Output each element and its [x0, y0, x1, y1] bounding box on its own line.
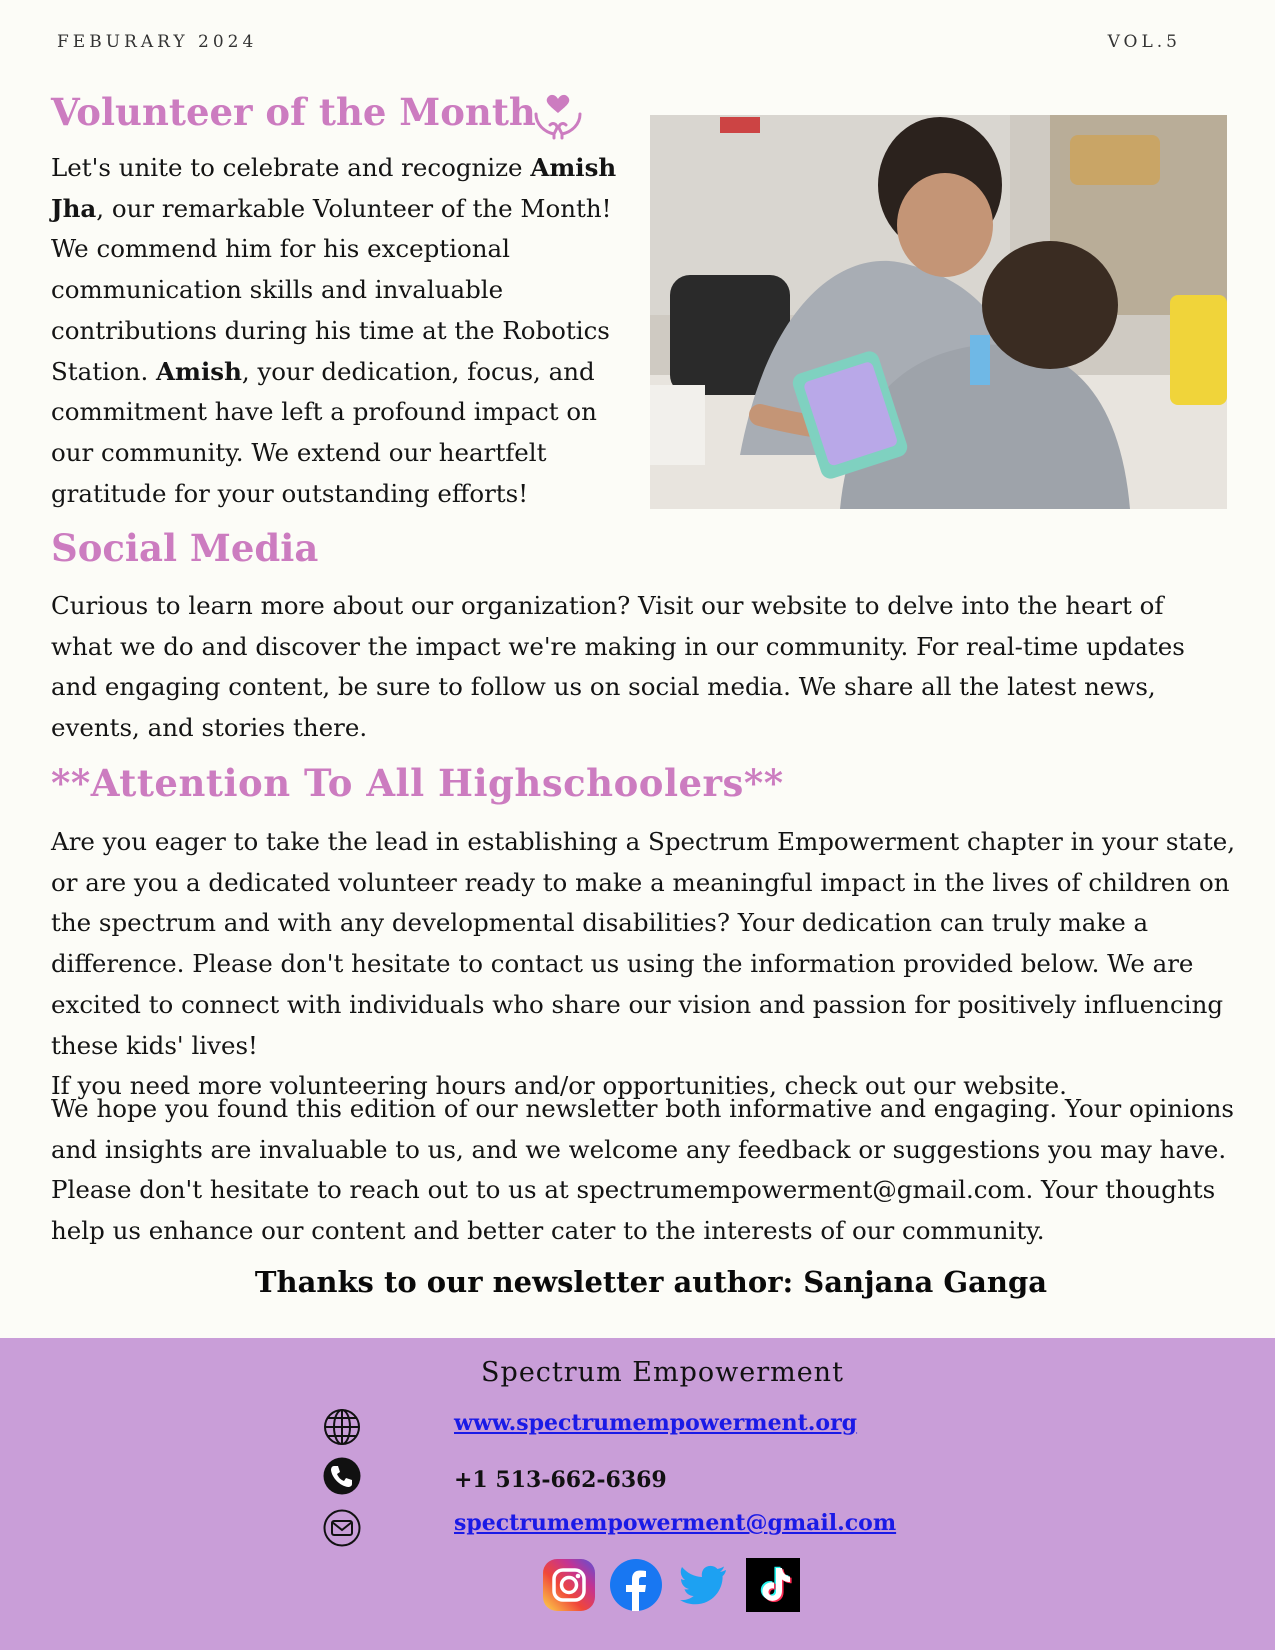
volunteer-of-month-text — [51, 148, 641, 514]
facebook-icon[interactable] — [609, 1558, 663, 1612]
globe-icon — [322, 1407, 362, 1447]
volunteer-text-segment: Let's unite to celebrate and recognize — [51, 153, 531, 182]
footer-org-name: Spectrum Empowerment — [481, 1357, 844, 1388]
hands-heart-icon — [530, 92, 586, 140]
social-media-heading: Social Media — [51, 526, 319, 570]
volunteer-photo — [650, 115, 1227, 509]
attention-text: Are you eager to take the lead in establishing a Spectrum Empowerment chapter in your state, or are you a dedicated volunteer ready to make a meaningful impact in the lives of children on the spectrum and with any developmental disabilities? Your dedication can truly make a difference. Please don't hesitate to contact us using the information provided below. We are excited to connect with individuals who share our vision and passion for positively influencing these kids' lives! — [51, 827, 1236, 1060]
email-link[interactable]: spectrumempowerment@gmail.com — [454, 1510, 897, 1536]
tiktok-icon[interactable] — [746, 1558, 800, 1612]
phone-number: +1 513-662-6369 — [454, 1467, 667, 1493]
volunteer-text-segment: , our remarkable Volunteer of the Month! We commend him for his exceptional communication skills and invaluable contributions during his time at the Robotics Station. — [51, 193, 612, 386]
website-link[interactable]: www.spectrumempowerment.org — [454, 1410, 858, 1436]
attention-text-block — [51, 822, 1241, 1107]
attention-text-volunteer-hours: If you need more volunteering hours and/or opportunities, check out our website. — [51, 1071, 1067, 1101]
instagram-icon[interactable] — [542, 1558, 596, 1612]
volunteer-name-bold: Amish — [156, 356, 242, 386]
issue-date: FEBURARY 2024 — [57, 32, 258, 52]
volunteer-of-month-heading: Volunteer of the Month — [51, 90, 536, 134]
issue-volume: VOL.5 — [1107, 32, 1181, 52]
volunteer-text-segment: , your dedication, focus, and commitment have left a profound impact on our community. We extend our heartfelt gratitude for your outstanding efforts! — [51, 356, 597, 508]
twitter-icon[interactable] — [676, 1558, 730, 1612]
phone-icon — [322, 1456, 362, 1496]
mail-icon — [322, 1508, 362, 1548]
attention-heading: **Attention To All Highschoolers** — [51, 761, 784, 805]
social-media-text: Curious to learn more about our organization? Visit our website to delve into the heart of what we do and discover the impact we're making in our community. For real-time updates and engaging content, be sure to follow us on social media. We share all the latest news, events, and stories there. — [51, 591, 1185, 743]
author-credit: Thanks to our newsletter author: Sanjana Ganga — [254, 1265, 1048, 1299]
closing-text: We hope you found this edition of our newsletter both informative and engaging. Your opinions and insights are invaluable to us, and we welcome any feedback or suggestions you may have. Please don't hesitate to reach out to us at spectrumempowerment@gmail.com. Your thoughts help us enhance our content and better cater to the interests of our community. — [51, 1094, 1234, 1246]
volunteer-name-bold: Amish Jha — [51, 153, 617, 223]
